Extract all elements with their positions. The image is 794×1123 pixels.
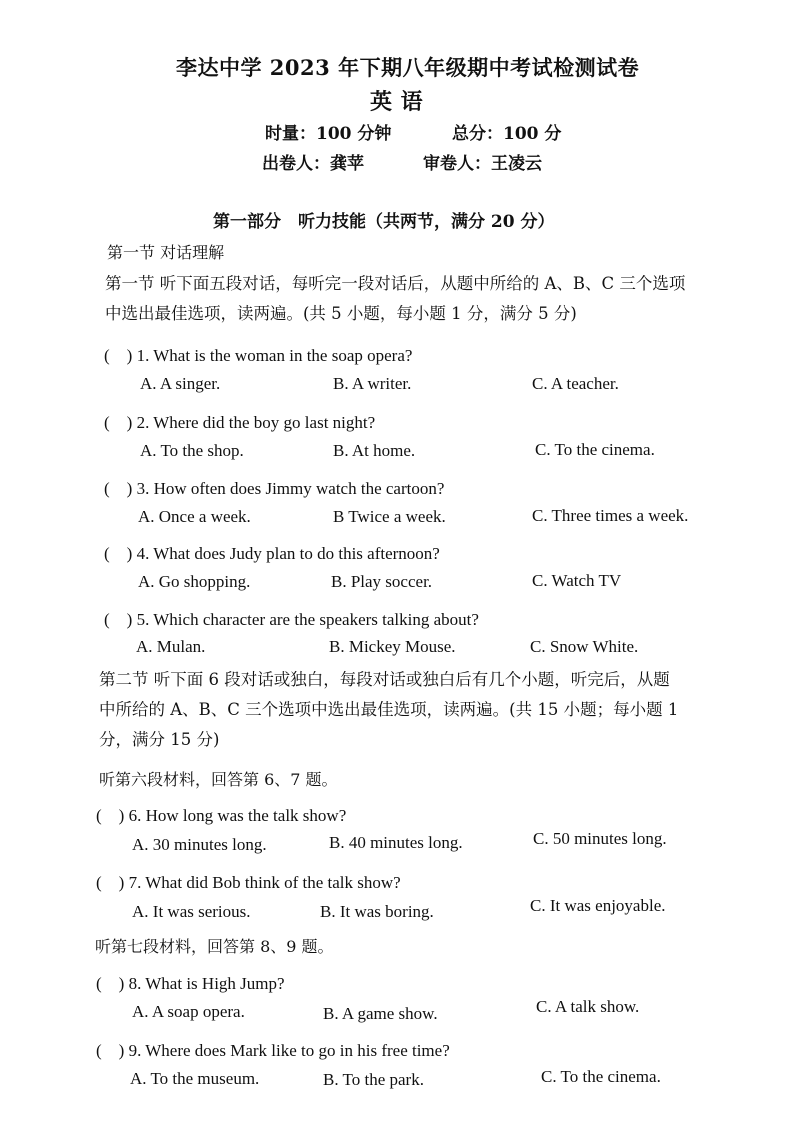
question-1-option-c: C. A teacher. (532, 374, 619, 393)
question-7-option-a: A. It was serious. (132, 902, 251, 921)
question-4-option-a: A. Go shopping. (138, 572, 251, 591)
question-5-option-c: C. Snow White. (530, 637, 639, 656)
question-6-option-b: B. 40 minutes long. (329, 833, 463, 852)
section1-title: 第一节 对话理解 (107, 243, 225, 262)
reviewer-info: 审卷人：王凌云 (423, 154, 542, 174)
section1-instruction-line2: 中选出最佳选项，读两遍。(共 5 小题，每小题 1 分，满分 5 分) (105, 304, 577, 323)
question-8-option-a: A. A soap opera. (132, 1002, 245, 1021)
question-9-option-c: C. To the cinema. (541, 1067, 661, 1086)
question-8: ( ) 8. What is High Jump? (96, 974, 285, 993)
subject-title: 英 语 (370, 89, 424, 115)
question-2-option-a: A. To the shop. (140, 441, 244, 460)
question-3-option-a: A. Once a week. (138, 507, 251, 526)
question-1-option-a: A. A singer. (140, 374, 221, 393)
question-2: ( ) 2. Where did the boy go last night? (104, 413, 376, 432)
time-info: 时量：100 分钟 (265, 124, 392, 144)
material-7-label: 听第七段材料，回答第 8、9 题。 (95, 937, 334, 956)
question-2-option-c: C. To the cinema. (535, 440, 655, 459)
question-7: ( ) 7. What did Bob think of the talk show? (96, 873, 401, 892)
author-info: 出卷人：龚苹 (262, 154, 364, 174)
section2-instruction-line1: 第二节 听下面 6 段对话或独白，每段对话或独白后有几个小题，听完后，从题 (99, 670, 670, 689)
question-8-option-b: B. A game show. (323, 1004, 438, 1023)
question-9-option-a: A. To the museum. (130, 1069, 260, 1088)
question-3-option-b: B Twice a week. (333, 507, 446, 526)
section2-instruction-line3: 分，满分 15 分) (99, 730, 220, 749)
section2-instruction-line2: 中所给的 A、B、C 三个选项中选出最佳选项，读两遍。(共 15 小题；每小题 1 (99, 700, 679, 719)
question-6-option-a: A. 30 minutes long. (132, 835, 267, 854)
question-4-option-b: B. Play soccer. (331, 572, 433, 591)
question-6: ( ) 6. How long was the talk show? (96, 806, 347, 825)
material-6-label: 听第六段材料，回答第 6、7 题。 (99, 770, 338, 789)
exam-title: 李达中学 2023 年下期八年级期中考试检测试卷 (176, 55, 640, 80)
question-4-option-c: C. Watch TV (532, 571, 622, 590)
question-1-option-b: B. A writer. (333, 374, 412, 393)
part1-title: 第一部分 听力技能（共两节，满分 20 分） (213, 212, 555, 232)
section1-instruction-line1: 第一节 听下面五段对话，每听完一段对话后，从题中所给的 A、B、C 三个选项 (105, 274, 686, 293)
question-3: ( ) 3. How often does Jimmy watch the cartoon? (104, 479, 445, 498)
question-7-option-b: B. It was boring. (320, 902, 434, 921)
question-2-option-b: B. At home. (333, 441, 416, 460)
question-3-option-c: C. Three times a week. (532, 506, 689, 525)
question-9: ( ) 9. Where does Mark like to go in his free time? (96, 1041, 450, 1060)
question-7-option-c: C. It was enjoyable. (530, 896, 666, 915)
question-5-option-b: B. Mickey Mouse. (329, 637, 456, 656)
question-9-option-b: B. To the park. (323, 1070, 424, 1089)
question-6-option-c: C. 50 minutes long. (533, 829, 667, 848)
question-1: ( ) 1. What is the woman in the soap opera? (104, 346, 413, 365)
question-8-option-c: C. A talk show. (536, 997, 640, 1016)
question-5-option-a: A. Mulan. (136, 637, 206, 656)
question-4: ( ) 4. What does Judy plan to do this afternoon? (104, 544, 440, 563)
question-5: ( ) 5. Which character are the speakers talking about? (104, 610, 479, 629)
score-info: 总分：100 分 (452, 124, 562, 144)
